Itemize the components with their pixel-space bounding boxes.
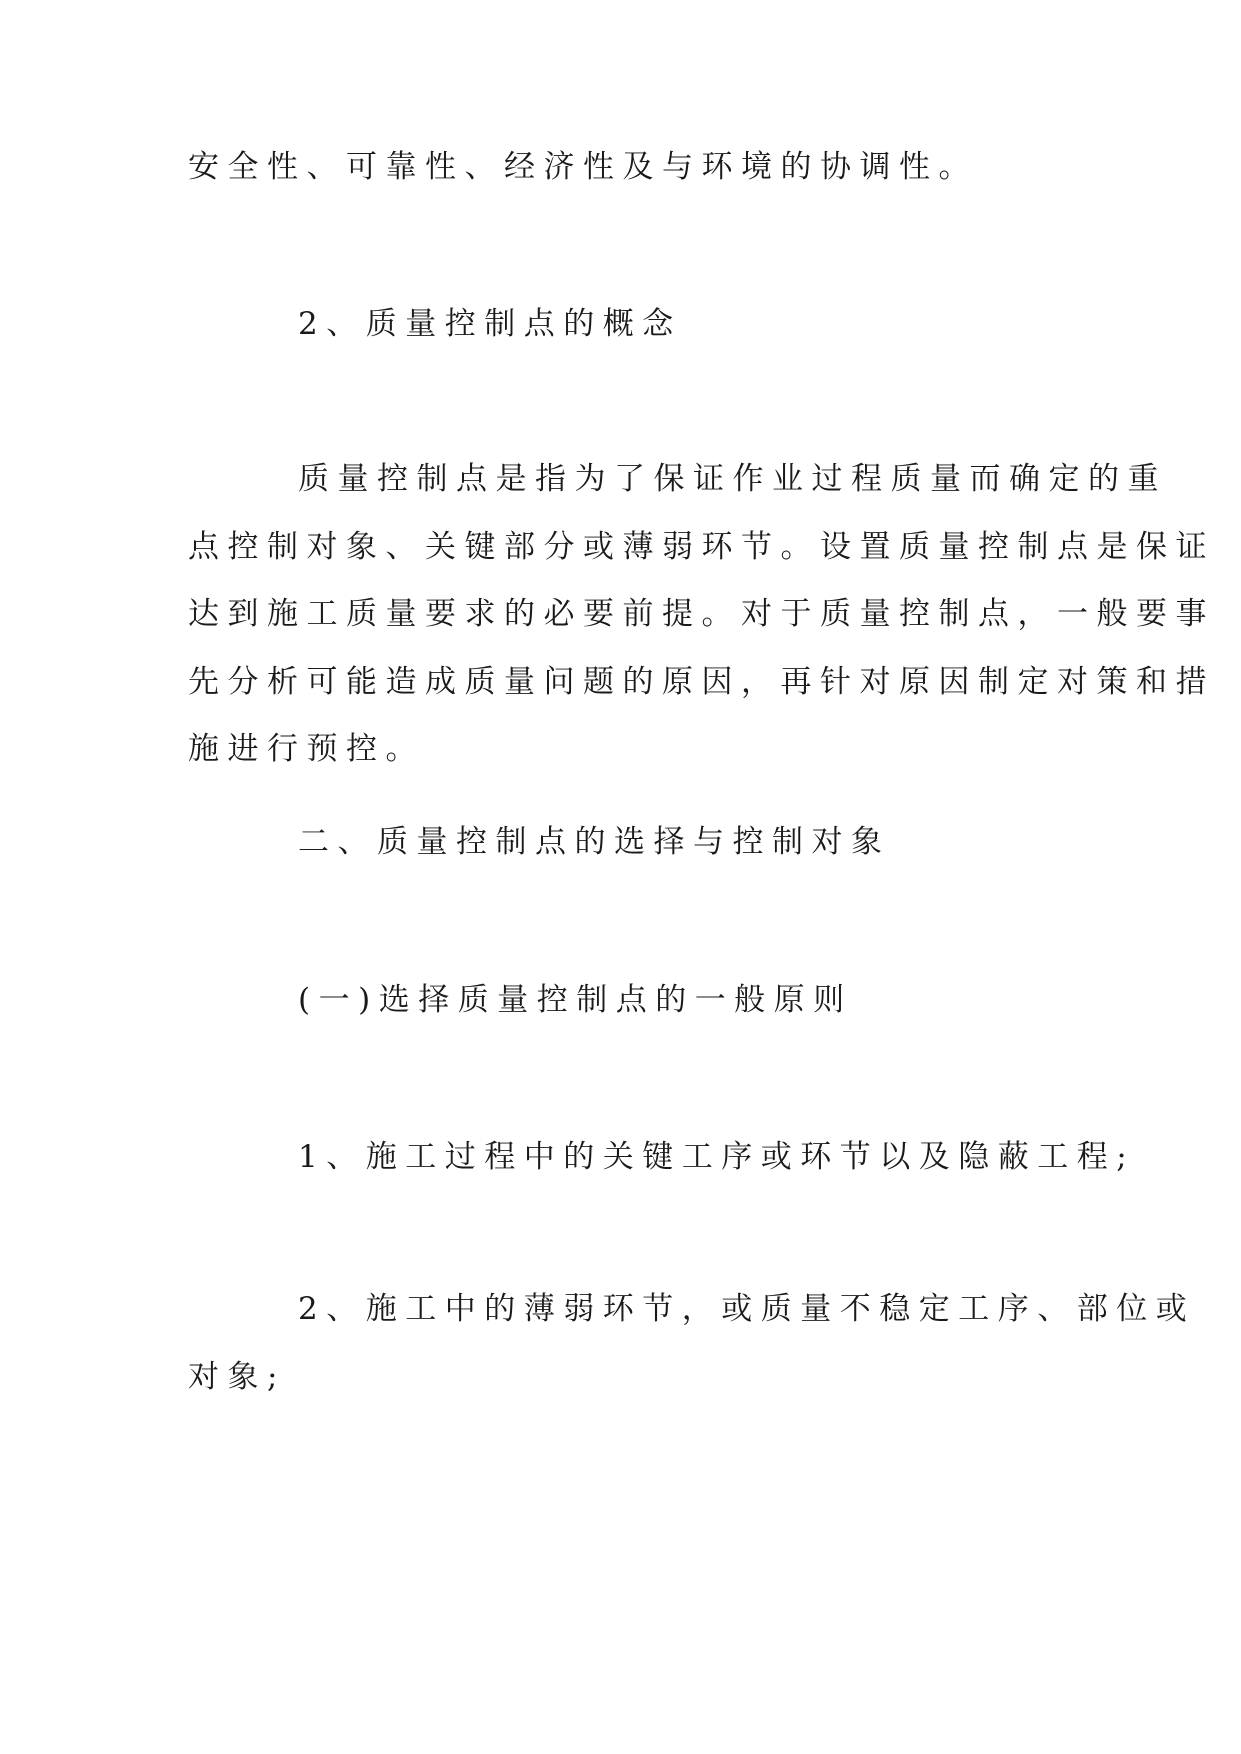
- paragraph-concept: [188, 446, 1215, 784]
- paragraph-line: 点控制对象、关键部分或薄弱环节。设置质量控制点是保证: [188, 528, 1215, 565]
- paragraph-line: 先分析可能造成质量问题的原因，再针对原因制定对策和措: [188, 663, 1215, 700]
- paragraph-line: 质量控制点是指为了保证作业过程质量而确定的重: [298, 461, 1167, 497]
- list-item-2: [188, 1276, 1196, 1411]
- heading-quality-control-point-concept: 2、质量控制点的概念: [298, 306, 682, 342]
- paragraph-line: 达到施工质量要求的必要前提。对于质量控制点，一般要事: [188, 596, 1215, 632]
- heading-subsection-1: (一)选择质量控制点的一般原则: [298, 982, 853, 1018]
- list-item-1: 1、施工过程中的关键工序或环节以及隐蔽工程;: [298, 1139, 1136, 1175]
- paragraph-line: 2、施工中的薄弱环节，或质量不稳定工序、部位或: [298, 1291, 1196, 1327]
- paragraph-line: 施进行预控。: [188, 731, 425, 767]
- heading-section-2: 二、质量控制点的选择与控制对象: [298, 824, 891, 860]
- paragraph-line: 对象;: [188, 1358, 286, 1395]
- text-line-safety: 安全性、可靠性、经济性及与环境的协调性。: [188, 149, 978, 185]
